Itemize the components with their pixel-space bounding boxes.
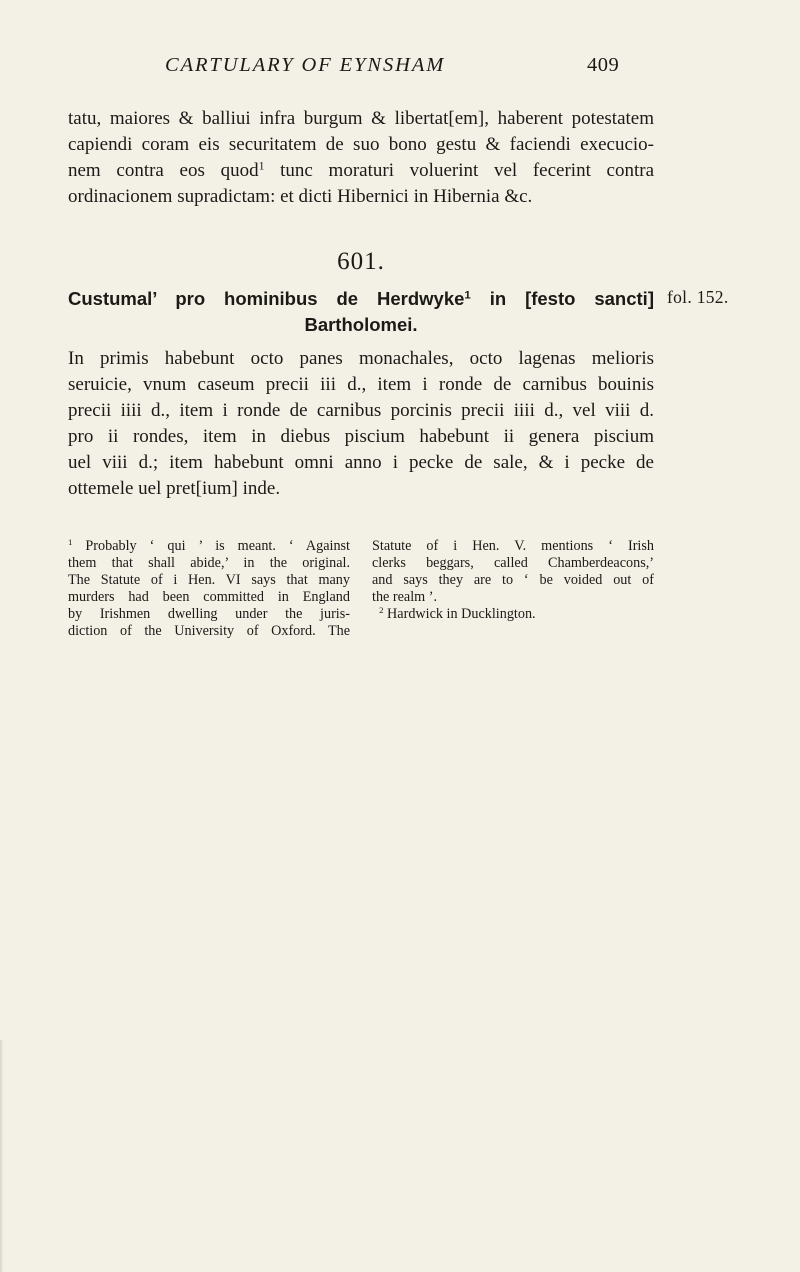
text-line: ordinacionem supradictam: et dicti Hibernici in Hibernia &c. [68,186,533,207]
text-line: precii iiii d., item i ronde de carnibus porcinis precii iiii d., vel viii d. [68,400,654,421]
entry-paragraph [68,346,654,502]
footnote-line: diction of the University of Oxford. The [68,623,350,639]
text-line: pro ii rondes, item in diebus piscium habebunt ii genera piscium [68,426,654,447]
entry-title [68,286,654,338]
footnote-ref: 1 [258,159,265,173]
footnote-column-left [68,538,350,640]
footnote-line: clerks beggars, called Chamberdeacons,’ [372,555,654,571]
page-number: 409 [587,54,620,76]
text-line: ottemele uel pret[ium] inde. [68,478,281,499]
entry-title-line: Bartholomei. [304,314,418,335]
continuation-paragraph [68,106,654,210]
text-line: nem contra eos quod$^1$ tunc moraturi voluerint vel fecerint contra [68,159,655,181]
footnote-line: the realm ’. [372,589,437,605]
entry-number: 601. [337,248,385,275]
footnote-line: $^2$ Hardwick in Ducklington. [379,605,536,622]
page-edge-shadow [0,1040,3,1272]
running-title: CARTULARY OF EYNSHAM [165,54,446,76]
footnote-column-right [372,538,654,623]
text-line: capiendi coram eis securitatem de suo bono gestu & faciendi execucio- [68,134,654,155]
text-line: tatu, maiores & balliui infra burgum & libertat[em], haberent potestatem [68,108,654,129]
footnote-line: The Statute of i Hen. VI says that many [68,572,350,588]
footnote-line: murders had been committed in England [68,589,350,605]
footnote-marker: 2 [379,605,384,616]
text-line: seruicie, vnum caseum precii iii d., item i ronde de carnibus bouinis [68,374,654,395]
footnote-line: $^1$ Probably ‘ qui ’ is meant. ‘ Against [68,537,350,554]
text-line: uel viii d.; item habebunt omni anno i pecke de sale, & i pecke de [68,452,654,473]
entry-title-line: Custumal’ pro hominibus de Herdwyke$^1$ in [festo sancti] [68,288,654,309]
text-line: In primis habebunt octo panes monachales, octo lagenas melioris [68,348,654,369]
footnote-ref: 1 [464,289,471,302]
footnote-line: them that shall abide,’ in the original. [68,555,350,571]
footnote-marker: 1 [68,537,73,548]
footnote-line: Statute of i Hen. V. mentions ‘ Irish [372,538,654,554]
page-header [0,54,800,84]
folio-reference: fol. 152. [667,287,729,307]
footnote-line: by Irishmen dwelling under the juris- [68,606,350,622]
footnote-line: and says they are to ‘ be voided out of [372,572,654,588]
